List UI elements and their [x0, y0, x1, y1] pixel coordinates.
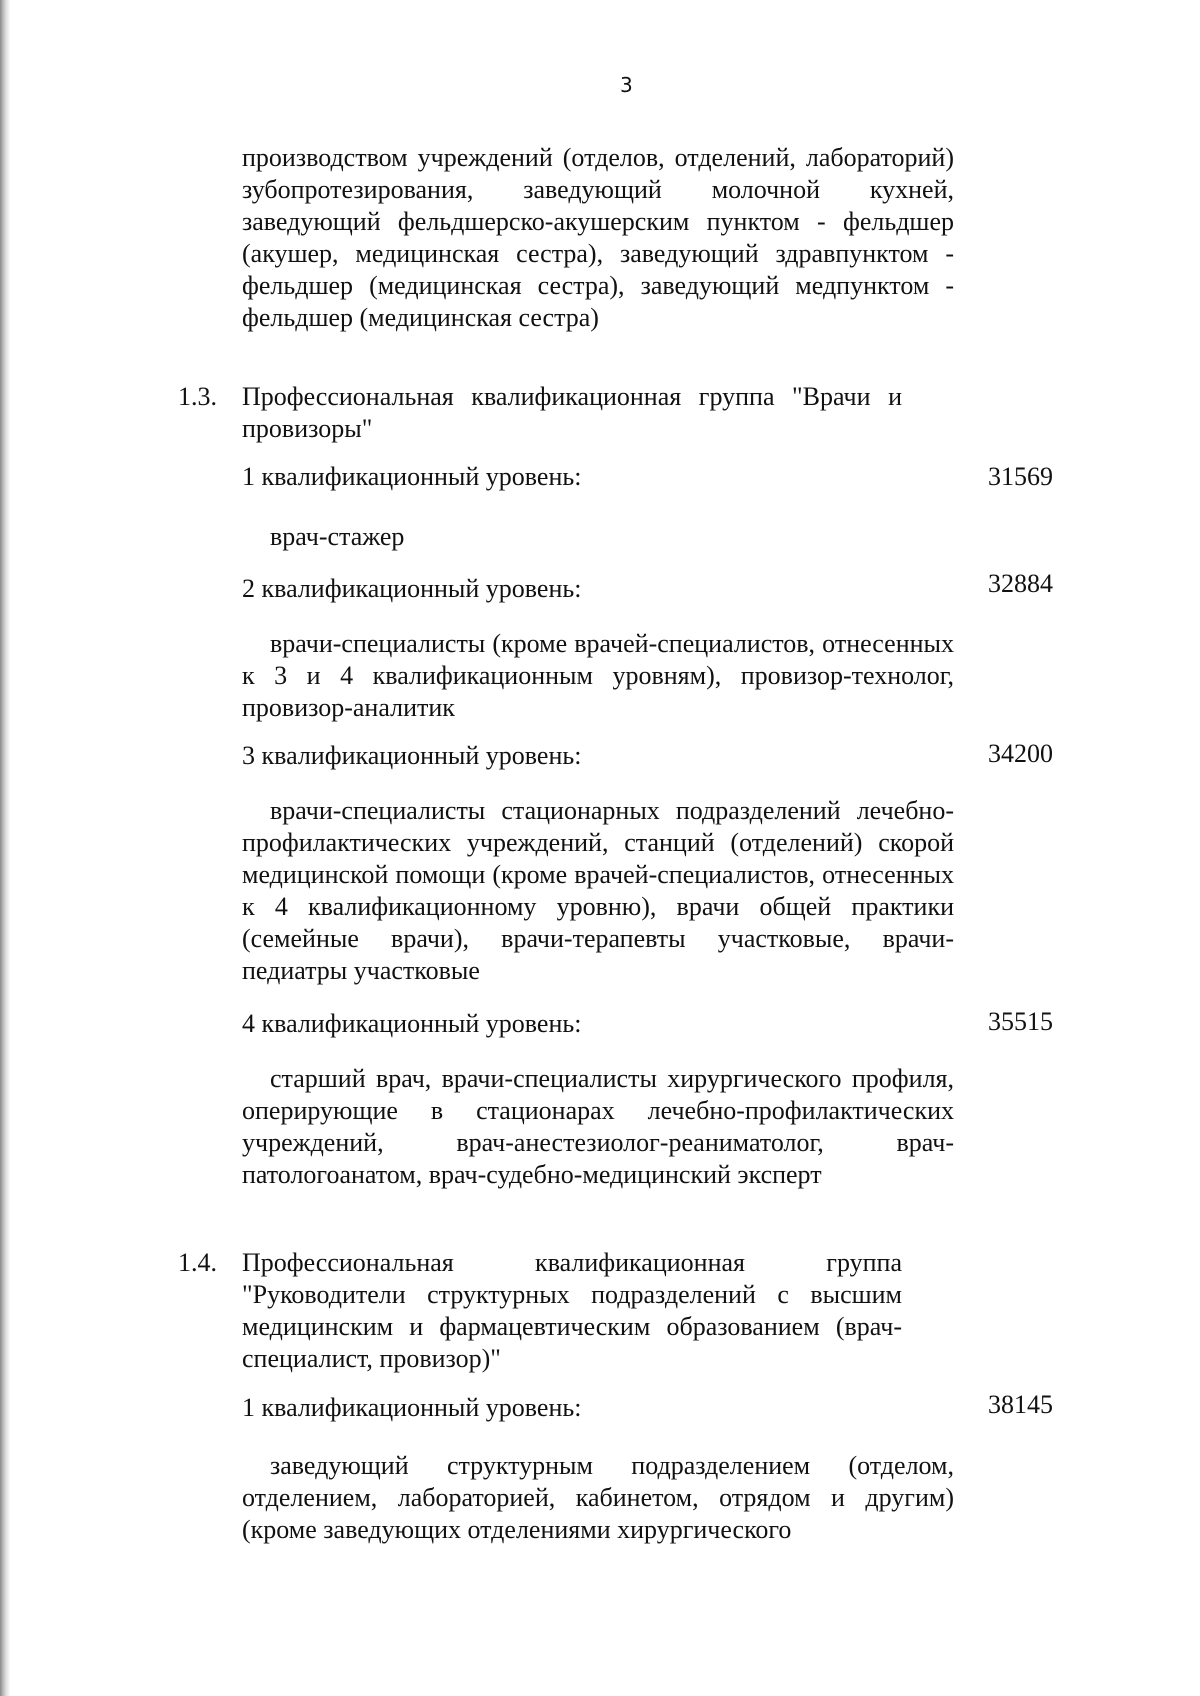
scan-edge [0, 0, 10, 1696]
level-amount: 38145 [988, 1390, 1053, 1419]
continuation-paragraph: производством учреждений (отделов, отделений, лабораторий) зубопротезирования, заведующий молочной кухней, заведующий фельдшерско-акушерским пунктом - фельдшер (акушер, медицинская сестра), заведующий здравпунктом - фельдшер (медицинская сестра), заведующий медпунктом - фельдшер (медицинская сестра) [242, 143, 954, 332]
level-label: 3 квалификационный уровень: [242, 741, 582, 770]
group-title: Профессиональная квалификационная группа "Врачи и провизоры" [242, 382, 902, 443]
page-number: 3 [620, 73, 633, 97]
level-label: 4 квалификационный уровень: [242, 1009, 582, 1038]
group-number: 1.4. [178, 1248, 217, 1277]
level-positions: старший врач, врачи-специалисты хирургического профиля, оперирующие в стационарах лечебно-профилактических учреждений, врач-анестезиолог-реаниматолог, врач-патологоанатом, врач-судебно-медицинский эксперт [242, 1064, 954, 1189]
level-amount: 32884 [988, 569, 1053, 598]
level-positions: врачи-специалисты (кроме врачей-специалистов, отнесенных к 3 и 4 квалификационным уровням), провизор-технолог, провизор-аналитик [242, 629, 954, 722]
level-amount: 34200 [988, 739, 1053, 768]
level-positions: врачи-специалисты стационарных подразделений лечебно-профилактических учреждений, станций (отделений) скорой медицинской помощи (кроме врачей-специалистов, отнесенных к 4 квалификационному уровню), врачи общей практики (семейные врачи), врачи-терапевты участковые, врачи-педиатры участковые [242, 796, 954, 985]
group-title: Профессиональная квалификационная группа "Руководители структурных подразделений с высшим медицинским и фармацевтическим образованием (врач-специалист, провизор)" [242, 1248, 902, 1373]
level-amount: 35515 [988, 1007, 1053, 1036]
level-label: 2 квалификационный уровень: [242, 574, 582, 603]
level-label: 1 квалификационный уровень: [242, 462, 582, 491]
level-label: 1 квалификационный уровень: [242, 1393, 582, 1422]
level-positions: заведующий структурным подразделением (отделом, отделением, лабораторией, кабинетом, отрядом и другим) (кроме заведующих отделениями хирургического [242, 1451, 954, 1544]
group-number: 1.3. [178, 382, 217, 411]
level-positions: врач-стажер [270, 522, 405, 551]
level-amount: 31569 [988, 462, 1053, 491]
